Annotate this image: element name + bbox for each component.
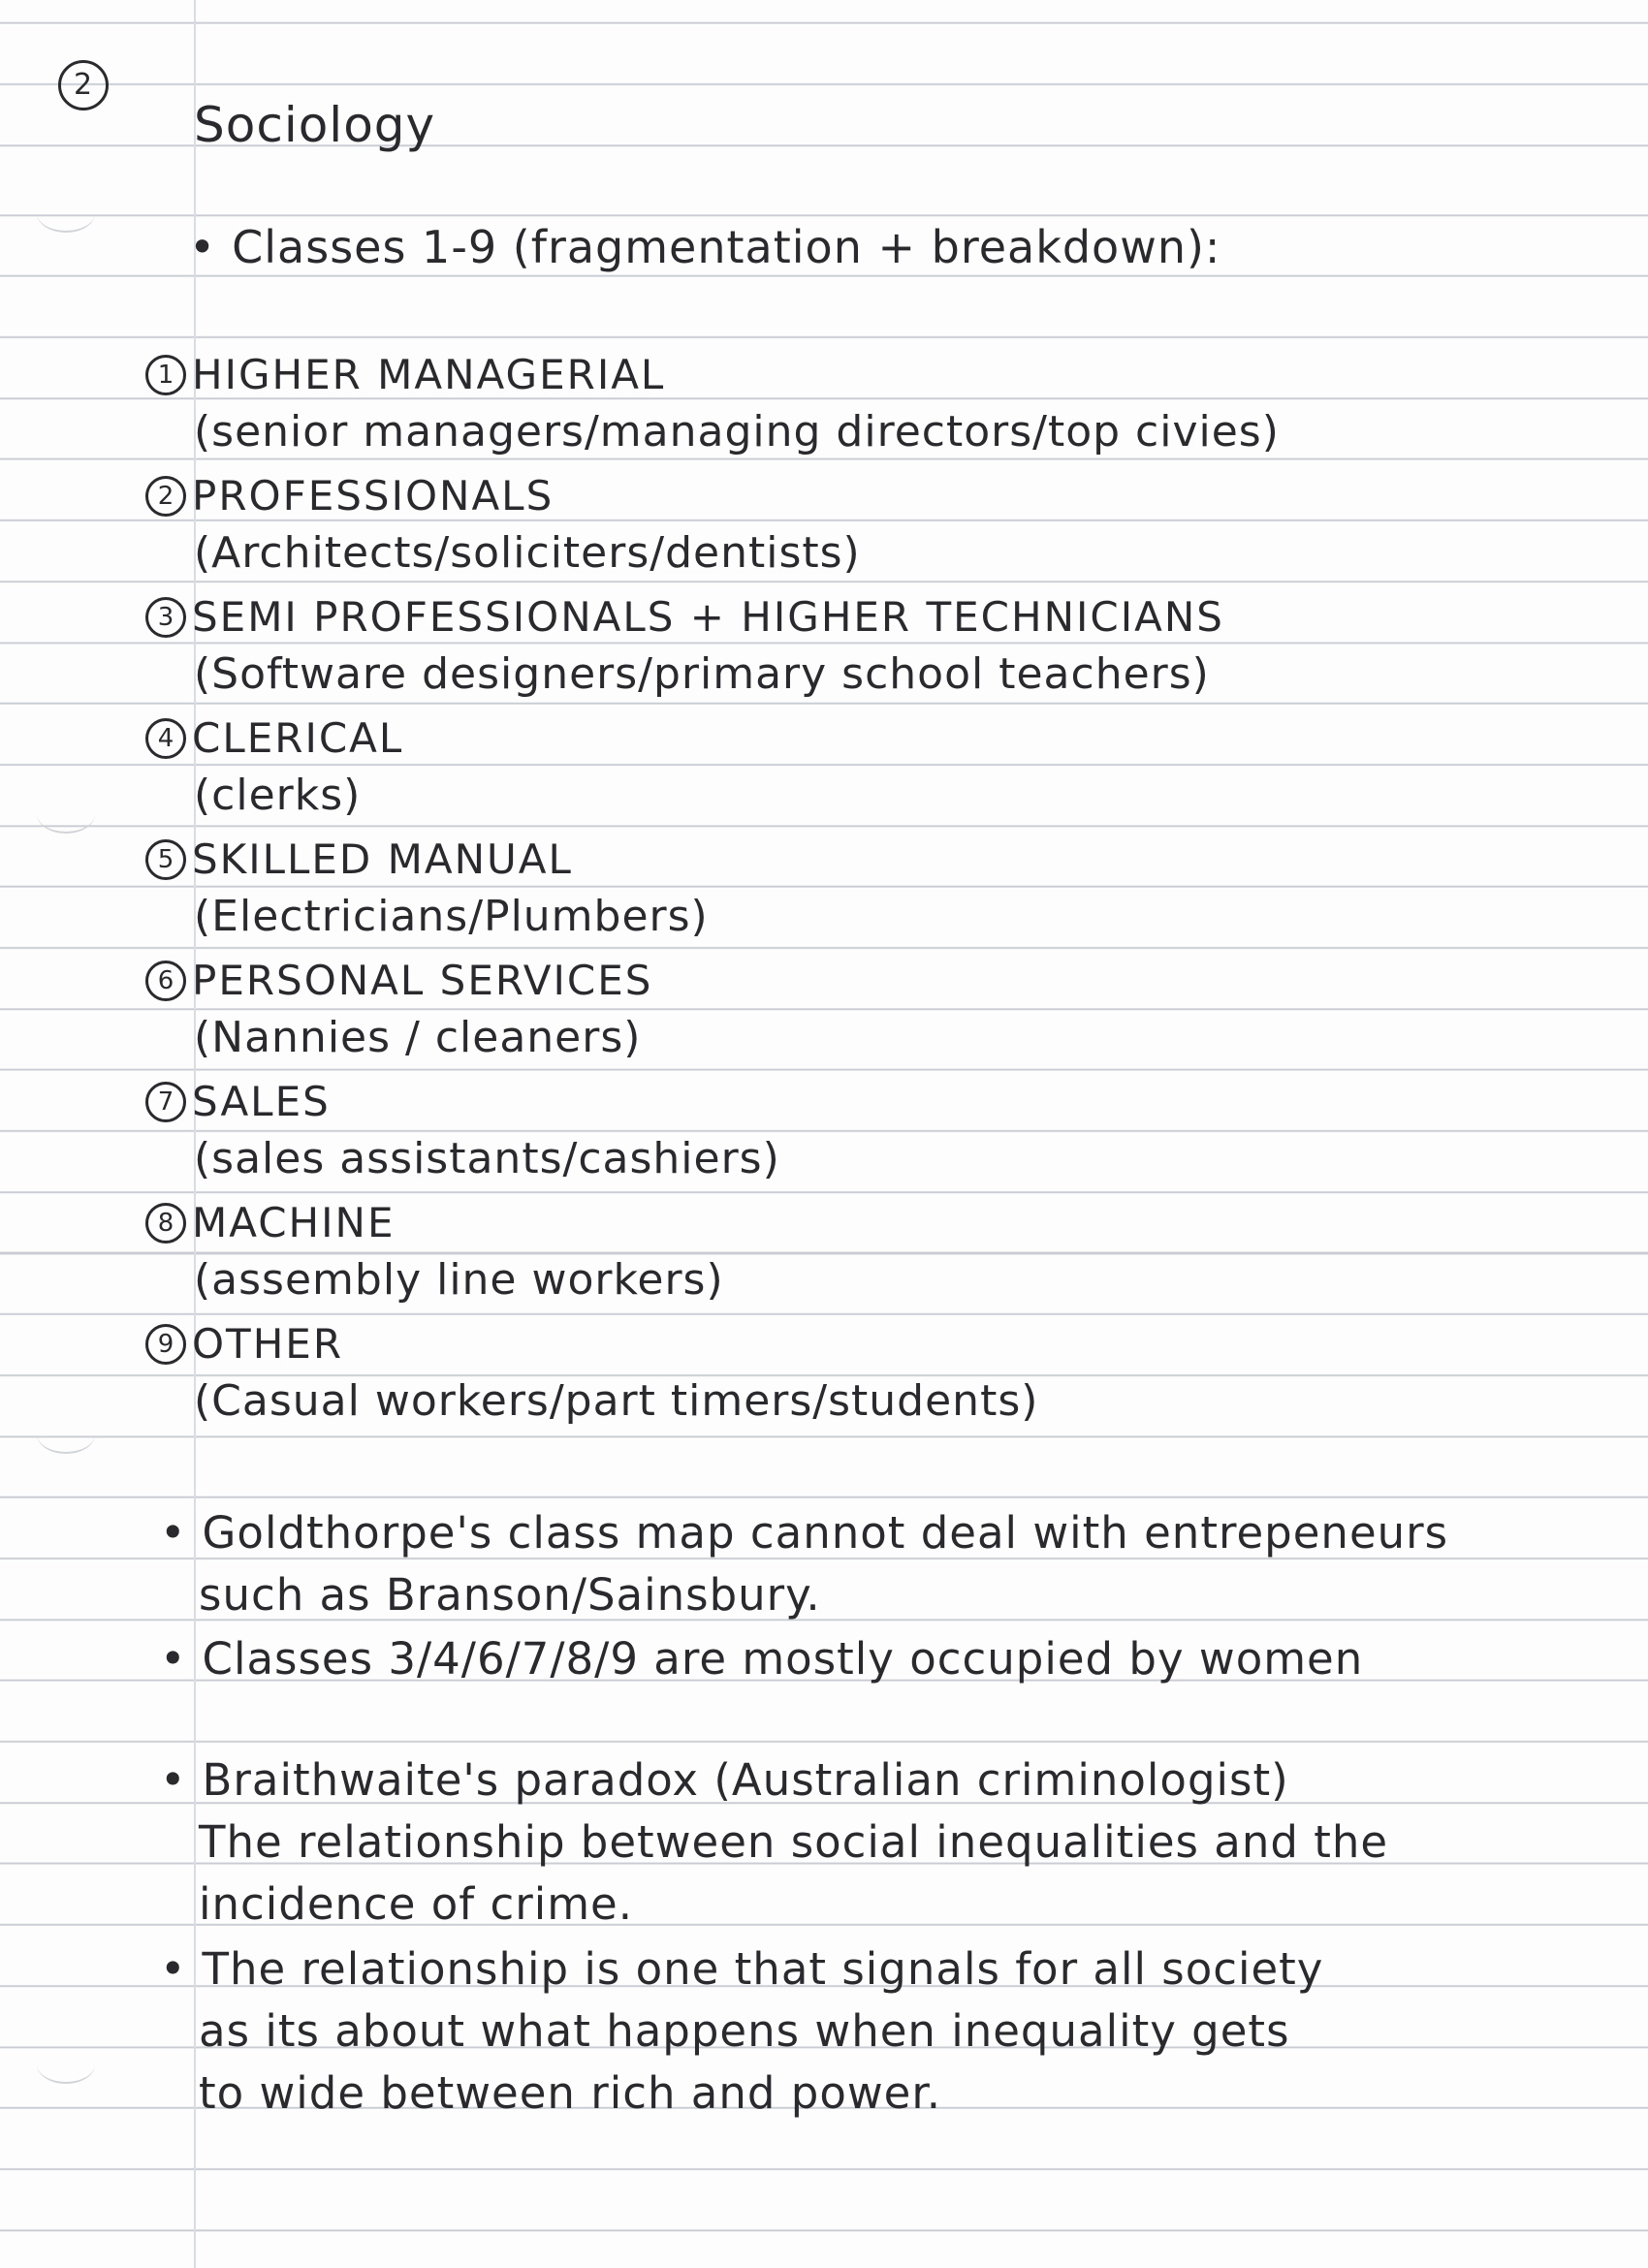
class-number: 6: [145, 961, 186, 1001]
note-relationship: [160, 1938, 1323, 2125]
note-line: as its about what happens when inequality gets: [199, 2005, 1290, 2057]
bullet-dot: •: [160, 1943, 187, 1995]
note-goldthorpe: [160, 1502, 1448, 1626]
note-text: Goldthorpe's class map cannot deal with entrepeneurs: [202, 1507, 1449, 1559]
class-name: HIGHER MANAGERIAL: [192, 351, 666, 398]
class-item-4: [145, 714, 404, 820]
class-name: PERSONAL SERVICES: [192, 957, 653, 1004]
class-name: CLERICAL: [192, 714, 404, 762]
class-number: 3: [145, 597, 186, 638]
class-examples: (sales assistants/cashiers): [194, 1134, 780, 1183]
class-heading: [145, 472, 554, 520]
class-number: 4: [145, 718, 186, 759]
punch-hole-mark: [37, 795, 95, 834]
class-examples: (Software designers/primary school teachers): [194, 649, 1210, 699]
note-line: [160, 1502, 1448, 1564]
note-braithwaite: [160, 1749, 1388, 1936]
class-item-7: [145, 1078, 780, 1183]
class-item-5: [145, 835, 709, 941]
class-item-9: [145, 1320, 1039, 1426]
class-heading: [145, 957, 652, 1004]
note-line: [160, 1938, 1323, 2000]
intro-bullet-text: Classes 1-9 (fragmentation + breakdown):: [232, 221, 1221, 273]
class-examples: (assembly line workers): [194, 1255, 724, 1305]
punch-hole-mark: [37, 194, 95, 233]
note-text: The relationship is one that signals for all society: [202, 1943, 1324, 1995]
intro-bullet: [189, 221, 1220, 273]
class-number: 8: [145, 1203, 186, 1244]
bullet-dot: •: [160, 1633, 187, 1685]
class-name: MACHINE: [192, 1199, 396, 1246]
class-heading: [145, 1320, 343, 1368]
class-heading: [145, 1199, 395, 1246]
class-heading: [145, 835, 573, 883]
note-line: [160, 1628, 1363, 1690]
note-line: The relationship between social inequalities and the: [199, 1816, 1389, 1868]
note-line: incidence of crime.: [199, 1878, 634, 1930]
class-examples: (Casual workers/part timers/students): [194, 1376, 1039, 1426]
class-number: 5: [145, 839, 186, 880]
class-number: 7: [145, 1082, 186, 1122]
class-heading: [145, 593, 1224, 641]
class-item-1: [145, 351, 1280, 457]
class-examples: (clerks): [194, 771, 362, 820]
page-number: 2: [58, 60, 109, 110]
class-number: 1: [145, 355, 186, 395]
class-examples: (Nannies / cleaners): [194, 1013, 642, 1062]
bullet-dot: •: [160, 1754, 187, 1806]
punch-hole-mark: [37, 2045, 95, 2084]
note-text: Braithwaite's paradox (Australian criminologist): [202, 1754, 1289, 1806]
note-women: [160, 1628, 1363, 1690]
class-item-2: [145, 472, 861, 578]
class-name: OTHER: [192, 1320, 344, 1368]
class-name: SALES: [192, 1078, 331, 1125]
bullet-dot: •: [160, 1507, 187, 1559]
class-examples: (senior managers/managing directors/top civies): [194, 407, 1280, 457]
class-number: 2: [145, 476, 186, 517]
class-examples: (Architects/soliciters/dentists): [194, 528, 861, 578]
class-item-6: [145, 957, 653, 1062]
class-examples: (Electricians/Plumbers): [194, 892, 709, 941]
note-text: Classes 3/4/6/7/8/9 are mostly occupied by women: [202, 1633, 1364, 1685]
class-heading: [145, 351, 665, 398]
class-heading: [145, 1078, 331, 1125]
class-name: SKILLED MANUAL: [192, 835, 573, 883]
class-item-8: [145, 1199, 724, 1305]
bullet-dot: •: [189, 221, 217, 273]
page-title: Sociology: [194, 97, 436, 153]
note-line: to wide between rich and power.: [199, 2067, 942, 2119]
punch-hole-mark: [37, 1415, 95, 1454]
class-item-3: [145, 593, 1224, 699]
class-heading: [145, 714, 403, 762]
note-line: [160, 1749, 1388, 1811]
class-name: SEMI PROFESSIONALS + HIGHER TECHNICIANS: [192, 593, 1224, 641]
class-name: PROFESSIONALS: [192, 472, 555, 520]
note-line: such as Branson/Sainsbury.: [199, 1569, 821, 1621]
class-number: 9: [145, 1324, 186, 1365]
